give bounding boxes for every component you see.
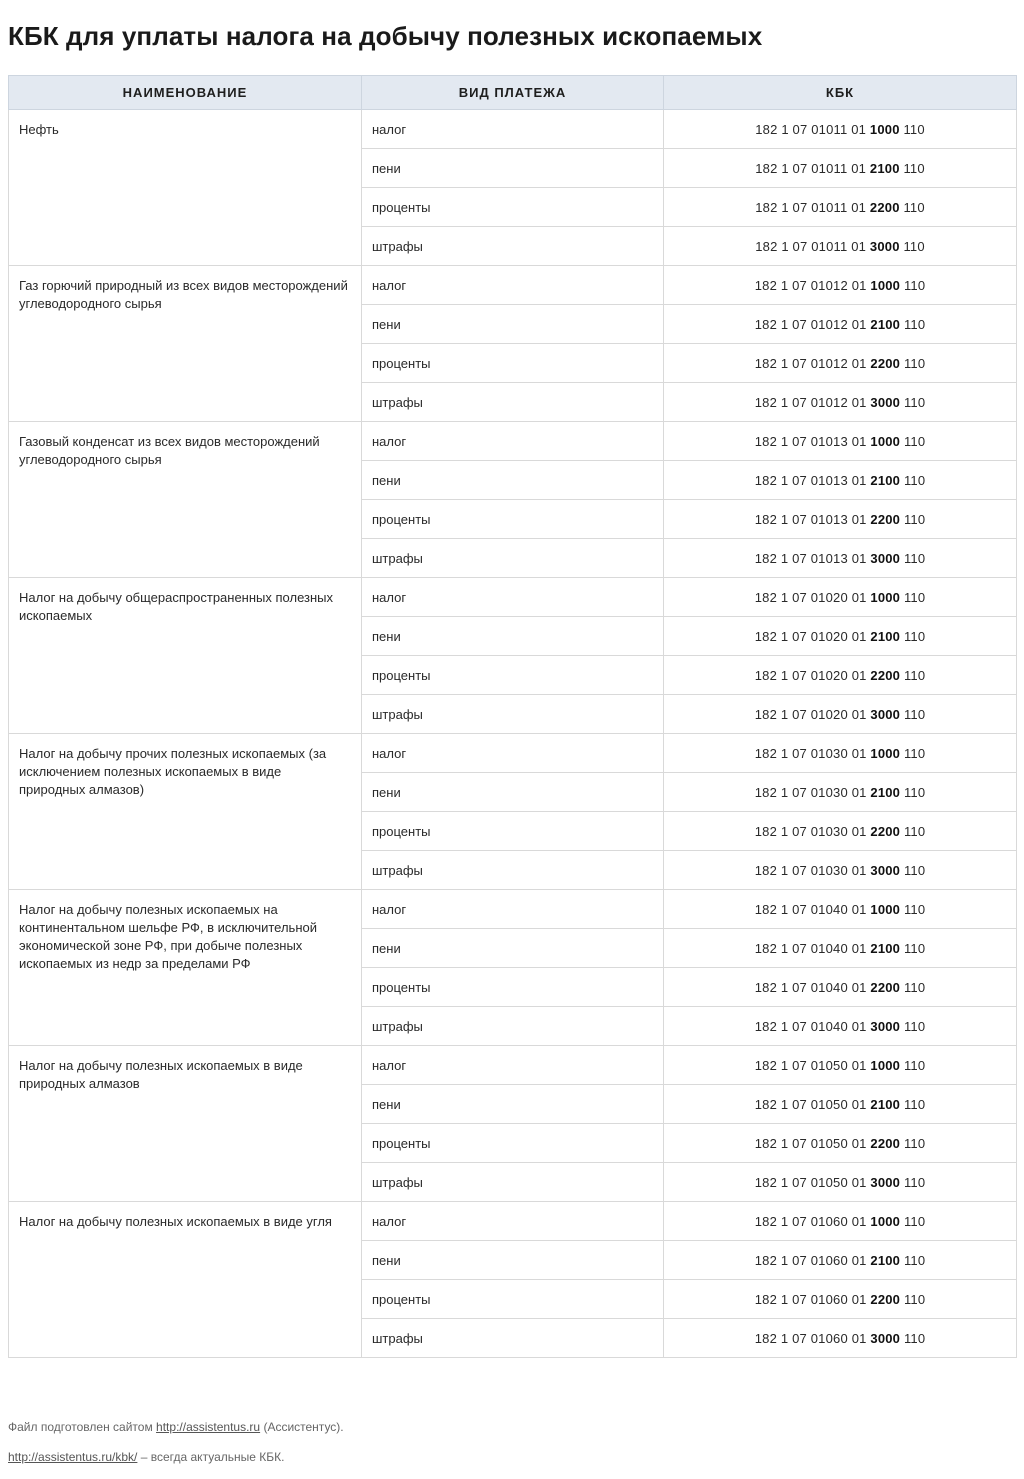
- payment-type-cell: штрафы: [362, 1163, 664, 1202]
- kbk-code-cell: [664, 305, 1017, 344]
- kbk-code-prefix: 182 1 07 01020 01: [754, 628, 867, 644]
- kbk-code-payment-part: 3000: [870, 394, 901, 410]
- tax-name-cell: Налог на добычу полезных ископаемых в виде природных алмазов: [9, 1046, 362, 1202]
- payment-type-cell: пени: [362, 617, 664, 656]
- kbk-code-suffix: 110: [903, 862, 926, 878]
- kbk-code-cell: [664, 617, 1017, 656]
- kbk-code-suffix: 110: [903, 394, 926, 410]
- kbk-code-cell: [664, 1280, 1017, 1319]
- kbk-code-prefix: 182 1 07 01060 01: [754, 1252, 867, 1268]
- payment-type-cell: пени: [362, 461, 664, 500]
- table-header: [9, 76, 1017, 110]
- table-row: [9, 266, 1017, 305]
- kbk-code-prefix: 182 1 07 01040 01: [754, 940, 867, 956]
- payment-type-cell: штрафы: [362, 695, 664, 734]
- kbk-code-prefix: 182 1 07 01012 01: [754, 277, 867, 293]
- kbk-code-suffix: 110: [903, 901, 926, 917]
- table-row: [9, 890, 1017, 929]
- kbk-code-prefix: 182 1 07 01030 01: [754, 745, 867, 761]
- kbk-code-suffix: 110: [903, 121, 925, 137]
- tax-name-cell: Газовый конденсат из всех видов месторождений углеводородного сырья: [9, 422, 362, 578]
- payment-type-cell: штрафы: [362, 227, 664, 266]
- kbk-code-payment-part: 1000: [869, 121, 900, 137]
- tax-name-cell: Нефть: [9, 110, 362, 266]
- kbk-code-suffix: 110: [903, 355, 926, 371]
- table-row: [9, 1046, 1017, 1085]
- kbk-code-prefix: 182 1 07 01060 01: [754, 1330, 867, 1346]
- kbk-code-prefix: 182 1 07 01020 01: [754, 706, 867, 722]
- kbk-code-payment-part: 2200: [870, 979, 901, 995]
- kbk-code-suffix: 110: [903, 784, 926, 800]
- kbk-code-payment-part: 3000: [870, 550, 901, 566]
- kbk-code-suffix: 110: [903, 589, 926, 605]
- kbk-code-suffix: 110: [903, 628, 926, 644]
- kbk-code-payment-part: 2100: [870, 472, 901, 488]
- kbk-code-cell: [664, 1124, 1017, 1163]
- payment-type-cell: налог: [362, 266, 664, 305]
- kbk-code-prefix: 182 1 07 01012 01: [754, 316, 867, 332]
- kbk-code-suffix: 110: [903, 1291, 926, 1307]
- payment-type-cell: штрафы: [362, 1319, 664, 1358]
- kbk-code-suffix: 110: [903, 1174, 926, 1190]
- kbk-code-cell: [664, 110, 1017, 149]
- kbk-code-payment-part: 2200: [869, 199, 900, 215]
- kbk-code-payment-part: 2200: [870, 1135, 901, 1151]
- payment-type-cell: налог: [362, 1202, 664, 1241]
- footer-kbk-link[interactable]: http://assistentus.ru/kbk/: [8, 1450, 138, 1464]
- kbk-code-suffix: 110: [903, 940, 926, 956]
- kbk-table: [8, 75, 1017, 1358]
- kbk-code-suffix: 110: [903, 1252, 926, 1268]
- kbk-code-cell: [664, 773, 1017, 812]
- payment-type-cell: штрафы: [362, 539, 664, 578]
- kbk-code-cell: [664, 890, 1017, 929]
- kbk-code-suffix: 110: [903, 1213, 926, 1229]
- kbk-code-suffix: 110: [903, 472, 926, 488]
- kbk-code-prefix: 182 1 07 01011 01: [755, 121, 867, 137]
- kbk-code-suffix: 110: [903, 667, 926, 683]
- payment-type-cell: пени: [362, 305, 664, 344]
- table-row: [9, 578, 1017, 617]
- payment-type-cell: налог: [362, 1046, 664, 1085]
- payment-type-cell: проценты: [362, 656, 664, 695]
- kbk-code-prefix: 182 1 07 01040 01: [754, 901, 867, 917]
- payment-type-cell: проценты: [362, 500, 664, 539]
- kbk-code-suffix: 110: [903, 511, 926, 527]
- footer-source-suffix: (Ассистентус).: [260, 1420, 344, 1434]
- kbk-code-prefix: 182 1 07 01013 01: [754, 550, 867, 566]
- kbk-code-payment-part: 1000: [870, 1213, 901, 1229]
- kbk-code-prefix: 182 1 07 01030 01: [754, 862, 867, 878]
- footer-kbk-line: [8, 1450, 284, 1464]
- column-header-payment-type: ВИД ПЛАТЕЖА: [362, 76, 664, 110]
- kbk-code-payment-part: 1000: [870, 1057, 901, 1073]
- kbk-code-prefix: 182 1 07 01013 01: [754, 511, 867, 527]
- footer-kbk-suffix: – всегда актуальные КБК.: [137, 1450, 285, 1464]
- kbk-code-payment-part: 2100: [870, 628, 901, 644]
- kbk-code-payment-part: 2200: [870, 511, 901, 527]
- kbk-code-prefix: 182 1 07 01050 01: [754, 1135, 867, 1151]
- kbk-code-payment-part: 1000: [870, 277, 901, 293]
- payment-type-cell: налог: [362, 734, 664, 773]
- kbk-code-cell: [664, 734, 1017, 773]
- kbk-code-payment-part: 3000: [870, 862, 901, 878]
- payment-type-cell: налог: [362, 578, 664, 617]
- kbk-code-prefix: 182 1 07 01050 01: [754, 1057, 867, 1073]
- payment-type-cell: проценты: [362, 344, 664, 383]
- kbk-code-suffix: 110: [903, 1057, 926, 1073]
- kbk-code-payment-part: 2100: [870, 784, 901, 800]
- column-header-kbk: КБК: [664, 76, 1017, 110]
- footer-source-line: [8, 1420, 344, 1434]
- tax-name-cell: Налог на добычу общераспространенных полезных ископаемых: [9, 578, 362, 734]
- kbk-code-cell: [664, 968, 1017, 1007]
- kbk-code-prefix: 182 1 07 01020 01: [754, 589, 867, 605]
- payment-type-cell: налог: [362, 110, 664, 149]
- tax-name-cell: Налог на добычу полезных ископаемых в виде угля: [9, 1202, 362, 1358]
- kbk-code-cell: [664, 383, 1017, 422]
- kbk-code-suffix: 110: [903, 433, 926, 449]
- payment-type-cell: пени: [362, 149, 664, 188]
- kbk-code-prefix: 182 1 07 01011 01: [755, 199, 867, 215]
- payment-type-cell: проценты: [362, 1280, 664, 1319]
- kbk-code-payment-part: 1000: [870, 901, 901, 917]
- kbk-code-prefix: 182 1 07 01012 01: [754, 394, 867, 410]
- kbk-code-payment-part: 2100: [870, 1252, 901, 1268]
- kbk-code-payment-part: 2200: [870, 355, 901, 371]
- footer-source-text: Файл подготовлен сайтом: [8, 1420, 157, 1434]
- page-title: КБК для уплаты налога на добычу полезных ископаемых: [8, 21, 763, 51]
- payment-type-cell: пени: [362, 1085, 664, 1124]
- kbk-code-cell: [664, 1241, 1017, 1280]
- kbk-code-cell: [664, 344, 1017, 383]
- kbk-code-payment-part: 3000: [870, 1174, 901, 1190]
- payment-type-cell: налог: [362, 422, 664, 461]
- kbk-code-cell: [664, 695, 1017, 734]
- kbk-code-cell: [664, 266, 1017, 305]
- kbk-code-suffix: 110: [903, 706, 926, 722]
- payment-type-cell: проценты: [362, 1124, 664, 1163]
- table-body: [9, 110, 1017, 1358]
- kbk-code-suffix: 110: [903, 160, 925, 176]
- kbk-code-payment-part: 2100: [870, 940, 901, 956]
- kbk-code-cell: [664, 812, 1017, 851]
- kbk-code-payment-part: 3000: [870, 1018, 901, 1034]
- kbk-code-cell: [664, 1319, 1017, 1358]
- kbk-code-suffix: 110: [903, 1135, 926, 1151]
- payment-type-cell: проценты: [362, 812, 664, 851]
- kbk-code-cell: [664, 227, 1017, 266]
- tax-name-cell: Газ горючий природный из всех видов месторождений углеводородного сырья: [9, 266, 362, 422]
- column-header-name: НАИМЕНОВАНИЕ: [9, 76, 362, 110]
- kbk-code-payment-part: 2200: [870, 1291, 901, 1307]
- kbk-code-payment-part: 2200: [870, 823, 901, 839]
- tax-name-cell: Налог на добычу прочих полезных ископаемых (за исключением полезных ископаемых в виде природных алмазов): [9, 734, 362, 890]
- kbk-code-prefix: 182 1 07 01050 01: [754, 1096, 867, 1112]
- payment-type-cell: штрафы: [362, 1007, 664, 1046]
- kbk-code-cell: [664, 539, 1017, 578]
- kbk-code-suffix: 110: [903, 1018, 926, 1034]
- kbk-code-payment-part: 2200: [870, 667, 901, 683]
- kbk-code-payment-part: 1000: [870, 745, 901, 761]
- kbk-code-cell: [664, 461, 1017, 500]
- kbk-code-cell: [664, 578, 1017, 617]
- kbk-code-prefix: 182 1 07 01060 01: [754, 1213, 867, 1229]
- payment-type-cell: пени: [362, 773, 664, 812]
- kbk-code-cell: [664, 1046, 1017, 1085]
- payment-type-cell: проценты: [362, 188, 664, 227]
- kbk-code-suffix: 110: [903, 316, 926, 332]
- kbk-code-prefix: 182 1 07 01011 01: [755, 238, 867, 254]
- kbk-code-cell: [664, 1085, 1017, 1124]
- kbk-code-cell: [664, 500, 1017, 539]
- kbk-code-cell: [664, 1007, 1017, 1046]
- table-row: [9, 1202, 1017, 1241]
- kbk-code-cell: [664, 656, 1017, 695]
- kbk-code-prefix: 182 1 07 01013 01: [754, 433, 867, 449]
- kbk-code-suffix: 110: [903, 745, 926, 761]
- kbk-code-suffix: 110: [903, 1330, 926, 1346]
- kbk-code-cell: [664, 1202, 1017, 1241]
- kbk-code-cell: [664, 851, 1017, 890]
- kbk-code-payment-part: 2100: [870, 1096, 901, 1112]
- table-row: [9, 422, 1017, 461]
- table-row: [9, 734, 1017, 773]
- kbk-code-payment-part: 2100: [870, 316, 901, 332]
- kbk-code-payment-part: 3000: [870, 1330, 901, 1346]
- kbk-code-cell: [664, 188, 1017, 227]
- kbk-code-payment-part: 1000: [870, 433, 901, 449]
- header-row: [9, 76, 1017, 110]
- kbk-code-suffix: 110: [903, 199, 925, 215]
- kbk-code-cell: [664, 149, 1017, 188]
- payment-type-cell: проценты: [362, 968, 664, 1007]
- kbk-code-cell: [664, 1163, 1017, 1202]
- payment-type-cell: налог: [362, 890, 664, 929]
- kbk-code-prefix: 182 1 07 01040 01: [754, 1018, 867, 1034]
- kbk-code-prefix: 182 1 07 01012 01: [754, 355, 867, 371]
- kbk-code-payment-part: 2100: [869, 160, 900, 176]
- kbk-code-payment-part: 3000: [869, 238, 900, 254]
- kbk-code-prefix: 182 1 07 01020 01: [754, 667, 867, 683]
- kbk-code-prefix: 182 1 07 01030 01: [754, 823, 867, 839]
- kbk-code-suffix: 110: [903, 823, 926, 839]
- kbk-code-payment-part: 3000: [870, 706, 901, 722]
- kbk-code-cell: [664, 422, 1017, 461]
- kbk-code-prefix: 182 1 07 01060 01: [754, 1291, 867, 1307]
- kbk-code-suffix: 110: [903, 238, 925, 254]
- kbk-code-prefix: 182 1 07 01013 01: [754, 472, 867, 488]
- kbk-code-suffix: 110: [903, 550, 926, 566]
- payment-type-cell: пени: [362, 929, 664, 968]
- table-row: [9, 110, 1017, 149]
- payment-type-cell: штрафы: [362, 383, 664, 422]
- kbk-code-suffix: 110: [903, 979, 926, 995]
- kbk-code-prefix: 182 1 07 01040 01: [754, 979, 867, 995]
- kbk-code-prefix: 182 1 07 01011 01: [755, 160, 867, 176]
- payment-type-cell: штрафы: [362, 851, 664, 890]
- payment-type-cell: пени: [362, 1241, 664, 1280]
- footer-site-link[interactable]: http://assistentus.ru: [156, 1420, 261, 1434]
- kbk-code-prefix: 182 1 07 01030 01: [754, 784, 867, 800]
- tax-name-cell: Налог на добычу полезных ископаемых на континентальном шельфе РФ, в исключительной экономической зоне РФ, при добыче полезных ископаемых из недр за пределами РФ: [9, 890, 362, 1046]
- kbk-code-suffix: 110: [903, 277, 926, 293]
- kbk-code-suffix: 110: [903, 1096, 926, 1112]
- kbk-code-payment-part: 1000: [870, 589, 901, 605]
- kbk-code-prefix: 182 1 07 01050 01: [754, 1174, 867, 1190]
- kbk-code-cell: [664, 929, 1017, 968]
